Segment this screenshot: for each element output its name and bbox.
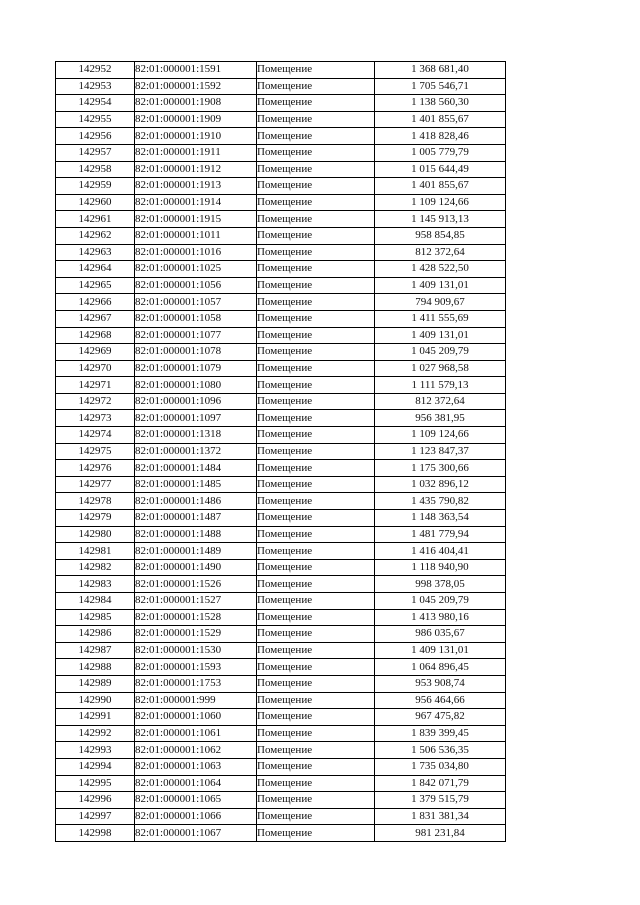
object-type-cell: Помещение — [257, 327, 375, 344]
row-number-cell: 142977 — [56, 476, 135, 493]
table-body — [56, 62, 506, 842]
row-number-cell: 142971 — [56, 377, 135, 394]
table-row — [56, 128, 506, 145]
table-row — [56, 476, 506, 493]
cadastral-number-cell: 82:01:000001:1490 — [135, 559, 257, 576]
object-type-cell: Помещение — [257, 62, 375, 79]
row-number-cell: 142985 — [56, 609, 135, 626]
cadastral-value-cell: 1 118 940,90 — [375, 559, 506, 576]
cadastral-value-cell: 1 032 896,12 — [375, 476, 506, 493]
row-number-cell: 142953 — [56, 78, 135, 95]
object-type-cell: Помещение — [257, 161, 375, 178]
row-number-cell: 142960 — [56, 194, 135, 211]
table-row — [56, 742, 506, 759]
cadastral-number-cell: 82:01:000001:1908 — [135, 95, 257, 112]
row-number-cell: 142997 — [56, 808, 135, 825]
cadastral-number-cell: 82:01:000001:1025 — [135, 261, 257, 278]
table-row — [56, 95, 506, 112]
row-number-cell: 142996 — [56, 792, 135, 809]
cadastral-number-cell: 82:01:000001:1914 — [135, 194, 257, 211]
cadastral-value-cell: 1 005 779,79 — [375, 144, 506, 161]
cadastral-number-cell: 82:01:000001:1318 — [135, 427, 257, 444]
row-number-cell: 142974 — [56, 427, 135, 444]
cadastral-value-cell: 1 148 363,54 — [375, 510, 506, 527]
table-row — [56, 626, 506, 643]
cadastral-value-cell: 1 045 209,79 — [375, 593, 506, 610]
cadastral-value-cell: 956 464,66 — [375, 692, 506, 709]
cadastral-value-cell: 1 435 790,82 — [375, 493, 506, 510]
table-row — [56, 327, 506, 344]
cadastral-number-cell: 82:01:000001:1915 — [135, 211, 257, 228]
cadastral-value-table — [55, 61, 506, 842]
object-type-cell: Помещение — [257, 427, 375, 444]
row-number-cell: 142964 — [56, 261, 135, 278]
cadastral-number-cell: 82:01:000001:1488 — [135, 526, 257, 543]
cadastral-number-cell: 82:01:000001:1066 — [135, 808, 257, 825]
cadastral-number-cell: 82:01:000001:1912 — [135, 161, 257, 178]
object-type-cell: Помещение — [257, 377, 375, 394]
row-number-cell: 142991 — [56, 709, 135, 726]
table-row — [56, 692, 506, 709]
table-row — [56, 377, 506, 394]
cadastral-number-cell: 82:01:000001:1080 — [135, 377, 257, 394]
cadastral-value-cell: 1 145 913,13 — [375, 211, 506, 228]
object-type-cell: Помещение — [257, 493, 375, 510]
row-number-cell: 142993 — [56, 742, 135, 759]
cadastral-value-cell: 1 409 131,01 — [375, 327, 506, 344]
row-number-cell: 142952 — [56, 62, 135, 79]
object-type-cell: Помещение — [257, 692, 375, 709]
cadastral-value-cell: 1 428 522,50 — [375, 261, 506, 278]
object-type-cell: Помещение — [257, 559, 375, 576]
table-row — [56, 775, 506, 792]
row-number-cell: 142990 — [56, 692, 135, 709]
row-number-cell: 142983 — [56, 576, 135, 593]
object-type-cell: Помещение — [257, 510, 375, 527]
cadastral-number-cell: 82:01:000001:1528 — [135, 609, 257, 626]
cadastral-number-cell: 82:01:000001:1096 — [135, 393, 257, 410]
row-number-cell: 142959 — [56, 178, 135, 195]
cadastral-number-cell: 82:01:000001:1077 — [135, 327, 257, 344]
cadastral-number-cell: 82:01:000001:1057 — [135, 294, 257, 311]
cadastral-number-cell: 82:01:000001:1060 — [135, 709, 257, 726]
table-row — [56, 427, 506, 444]
cadastral-value-cell: 967 475,82 — [375, 709, 506, 726]
object-type-cell: Помещение — [257, 543, 375, 560]
cadastral-value-cell: 1 109 124,66 — [375, 427, 506, 444]
cadastral-value-cell: 1 379 515,79 — [375, 792, 506, 809]
table-row — [56, 294, 506, 311]
cadastral-number-cell: 82:01:000001:1753 — [135, 675, 257, 692]
table-row — [56, 758, 506, 775]
object-type-cell: Помещение — [257, 360, 375, 377]
object-type-cell: Помещение — [257, 194, 375, 211]
cadastral-number-cell: 82:01:000001:1062 — [135, 742, 257, 759]
row-number-cell: 142980 — [56, 526, 135, 543]
table-row — [56, 526, 506, 543]
cadastral-number-cell: 82:01:000001:1079 — [135, 360, 257, 377]
table-row — [56, 576, 506, 593]
table-row — [56, 792, 506, 809]
table-row — [56, 709, 506, 726]
table-row — [56, 410, 506, 427]
object-type-cell: Помещение — [257, 95, 375, 112]
row-number-cell: 142979 — [56, 510, 135, 527]
cadastral-value-cell: 1 481 779,94 — [375, 526, 506, 543]
cadastral-value-cell: 1 368 681,40 — [375, 62, 506, 79]
cadastral-number-cell: 82:01:000001:1529 — [135, 626, 257, 643]
object-type-cell: Помещение — [257, 675, 375, 692]
object-type-cell: Помещение — [257, 593, 375, 610]
table-row — [56, 460, 506, 477]
cadastral-value-cell: 794 909,67 — [375, 294, 506, 311]
object-type-cell: Помещение — [257, 344, 375, 361]
cadastral-number-cell: 82:01:000001:1486 — [135, 493, 257, 510]
cadastral-value-cell: 986 035,67 — [375, 626, 506, 643]
table-row — [56, 593, 506, 610]
object-type-cell: Помещение — [257, 310, 375, 327]
object-type-cell: Помещение — [257, 576, 375, 593]
cadastral-value-cell: 1 109 124,66 — [375, 194, 506, 211]
table-row — [56, 277, 506, 294]
cadastral-value-cell: 1 123 847,37 — [375, 443, 506, 460]
cadastral-number-cell: 82:01:000001:1372 — [135, 443, 257, 460]
cadastral-number-cell: 82:01:000001:1485 — [135, 476, 257, 493]
row-number-cell: 142995 — [56, 775, 135, 792]
cadastral-value-cell: 1 401 855,67 — [375, 178, 506, 195]
table-row — [56, 659, 506, 676]
table-row — [56, 244, 506, 261]
row-number-cell: 142955 — [56, 111, 135, 128]
table-row — [56, 178, 506, 195]
cadastral-number-cell: 82:01:000001:1591 — [135, 62, 257, 79]
table-row — [56, 261, 506, 278]
row-number-cell: 142988 — [56, 659, 135, 676]
cadastral-number-cell: 82:01:000001:1016 — [135, 244, 257, 261]
cadastral-value-cell: 953 908,74 — [375, 675, 506, 692]
object-type-cell: Помещение — [257, 792, 375, 809]
object-type-cell: Помещение — [257, 460, 375, 477]
table-row — [56, 443, 506, 460]
object-type-cell: Помещение — [257, 775, 375, 792]
row-number-cell: 142963 — [56, 244, 135, 261]
cadastral-number-cell: 82:01:000001:1592 — [135, 78, 257, 95]
row-number-cell: 142992 — [56, 725, 135, 742]
cadastral-number-cell: 82:01:000001:1065 — [135, 792, 257, 809]
row-number-cell: 142973 — [56, 410, 135, 427]
object-type-cell: Помещение — [257, 526, 375, 543]
object-type-cell: Помещение — [257, 410, 375, 427]
row-number-cell: 142969 — [56, 344, 135, 361]
cadastral-number-cell: 82:01:000001:1527 — [135, 593, 257, 610]
row-number-cell: 142978 — [56, 493, 135, 510]
object-type-cell: Помещение — [257, 476, 375, 493]
cadastral-value-cell: 1 418 828,46 — [375, 128, 506, 145]
row-number-cell: 142961 — [56, 211, 135, 228]
table-row — [56, 310, 506, 327]
table-row — [56, 725, 506, 742]
cadastral-value-cell: 981 231,84 — [375, 825, 506, 842]
object-type-cell: Помещение — [257, 443, 375, 460]
cadastral-value-cell: 1 409 131,01 — [375, 277, 506, 294]
object-type-cell: Помещение — [257, 227, 375, 244]
object-type-cell: Помещение — [257, 642, 375, 659]
row-number-cell: 142994 — [56, 758, 135, 775]
cadastral-number-cell: 82:01:000001:1078 — [135, 344, 257, 361]
row-number-cell: 142968 — [56, 327, 135, 344]
cadastral-number-cell: 82:01:000001:1056 — [135, 277, 257, 294]
cadastral-value-cell: 1 735 034,80 — [375, 758, 506, 775]
table-row — [56, 211, 506, 228]
row-number-cell: 142987 — [56, 642, 135, 659]
cadastral-number-cell: 82:01:000001:1489 — [135, 543, 257, 560]
table-row — [56, 825, 506, 842]
cadastral-number-cell: 82:01:000001:1067 — [135, 825, 257, 842]
table-row — [56, 111, 506, 128]
cadastral-number-cell: 82:01:000001:1097 — [135, 410, 257, 427]
object-type-cell: Помещение — [257, 178, 375, 195]
row-number-cell: 142958 — [56, 161, 135, 178]
object-type-cell: Помещение — [257, 825, 375, 842]
row-number-cell: 142984 — [56, 593, 135, 610]
table-row — [56, 144, 506, 161]
table-row — [56, 194, 506, 211]
cadastral-value-cell: 1 175 300,66 — [375, 460, 506, 477]
table-row — [56, 227, 506, 244]
table-row — [56, 62, 506, 79]
row-number-cell: 142954 — [56, 95, 135, 112]
cadastral-value-cell: 1 413 980,16 — [375, 609, 506, 626]
cadastral-number-cell: 82:01:000001:1909 — [135, 111, 257, 128]
object-type-cell: Помещение — [257, 758, 375, 775]
object-type-cell: Помещение — [257, 211, 375, 228]
cadastral-number-cell: 82:01:000001:1910 — [135, 128, 257, 145]
row-number-cell: 142989 — [56, 675, 135, 692]
cadastral-value-cell: 1 027 968,58 — [375, 360, 506, 377]
row-number-cell: 142982 — [56, 559, 135, 576]
cadastral-number-cell: 82:01:000001:1063 — [135, 758, 257, 775]
cadastral-value-cell: 1 401 855,67 — [375, 111, 506, 128]
cadastral-number-cell: 82:01:000001:1487 — [135, 510, 257, 527]
cadastral-number-cell: 82:01:000001:1011 — [135, 227, 257, 244]
object-type-cell: Помещение — [257, 294, 375, 311]
table-row — [56, 161, 506, 178]
cadastral-value-cell: 958 854,85 — [375, 227, 506, 244]
row-number-cell: 142966 — [56, 294, 135, 311]
cadastral-value-cell: 1 064 896,45 — [375, 659, 506, 676]
cadastral-value-cell: 1 045 209,79 — [375, 344, 506, 361]
table-row — [56, 642, 506, 659]
cadastral-value-cell: 956 381,95 — [375, 410, 506, 427]
object-type-cell: Помещение — [257, 725, 375, 742]
row-number-cell: 142956 — [56, 128, 135, 145]
cadastral-number-cell: 82:01:000001:1061 — [135, 725, 257, 742]
table-row — [56, 493, 506, 510]
cadastral-value-cell: 1 411 555,69 — [375, 310, 506, 327]
table-row — [56, 78, 506, 95]
table-row — [56, 543, 506, 560]
row-number-cell: 142972 — [56, 393, 135, 410]
cadastral-value-cell: 1 839 399,45 — [375, 725, 506, 742]
row-number-cell: 142976 — [56, 460, 135, 477]
object-type-cell: Помещение — [257, 111, 375, 128]
object-type-cell: Помещение — [257, 261, 375, 278]
cadastral-value-cell: 1 416 404,41 — [375, 543, 506, 560]
table-row — [56, 344, 506, 361]
cadastral-value-cell: 1 015 644,49 — [375, 161, 506, 178]
cadastral-number-cell: 82:01:000001:1911 — [135, 144, 257, 161]
cadastral-value-cell: 1 506 536,35 — [375, 742, 506, 759]
cadastral-number-cell: 82:01:000001:1593 — [135, 659, 257, 676]
object-type-cell: Помещение — [257, 393, 375, 410]
cadastral-value-cell: 1 842 071,79 — [375, 775, 506, 792]
cadastral-value-cell: 812 372,64 — [375, 244, 506, 261]
cadastral-value-cell: 1 111 579,13 — [375, 377, 506, 394]
cadastral-value-cell: 1 409 131,01 — [375, 642, 506, 659]
object-type-cell: Помещение — [257, 742, 375, 759]
cadastral-number-cell: 82:01:000001:999 — [135, 692, 257, 709]
row-number-cell: 142970 — [56, 360, 135, 377]
table-row — [56, 609, 506, 626]
object-type-cell: Помещение — [257, 626, 375, 643]
row-number-cell: 142981 — [56, 543, 135, 560]
cadastral-value-cell: 1 138 560,30 — [375, 95, 506, 112]
row-number-cell: 142967 — [56, 310, 135, 327]
table-row — [56, 510, 506, 527]
object-type-cell: Помещение — [257, 144, 375, 161]
cadastral-value-cell: 1 831 381,34 — [375, 808, 506, 825]
cadastral-value-cell: 812 372,64 — [375, 393, 506, 410]
row-number-cell: 142975 — [56, 443, 135, 460]
cadastral-number-cell: 82:01:000001:1058 — [135, 310, 257, 327]
table-row — [56, 675, 506, 692]
cadastral-number-cell: 82:01:000001:1064 — [135, 775, 257, 792]
cadastral-number-cell: 82:01:000001:1484 — [135, 460, 257, 477]
cadastral-value-cell: 998 378,05 — [375, 576, 506, 593]
object-type-cell: Помещение — [257, 709, 375, 726]
row-number-cell: 142957 — [56, 144, 135, 161]
cadastral-value-cell: 1 705 546,71 — [375, 78, 506, 95]
row-number-cell: 142998 — [56, 825, 135, 842]
row-number-cell: 142986 — [56, 626, 135, 643]
object-type-cell: Помещение — [257, 128, 375, 145]
cadastral-number-cell: 82:01:000001:1530 — [135, 642, 257, 659]
table-row — [56, 360, 506, 377]
object-type-cell: Помещение — [257, 244, 375, 261]
cadastral-number-cell: 82:01:000001:1913 — [135, 178, 257, 195]
row-number-cell: 142965 — [56, 277, 135, 294]
object-type-cell: Помещение — [257, 808, 375, 825]
object-type-cell: Помещение — [257, 277, 375, 294]
object-type-cell: Помещение — [257, 659, 375, 676]
object-type-cell: Помещение — [257, 78, 375, 95]
table-row — [56, 393, 506, 410]
row-number-cell: 142962 — [56, 227, 135, 244]
table-row — [56, 559, 506, 576]
cadastral-number-cell: 82:01:000001:1526 — [135, 576, 257, 593]
object-type-cell: Помещение — [257, 609, 375, 626]
table-row — [56, 808, 506, 825]
